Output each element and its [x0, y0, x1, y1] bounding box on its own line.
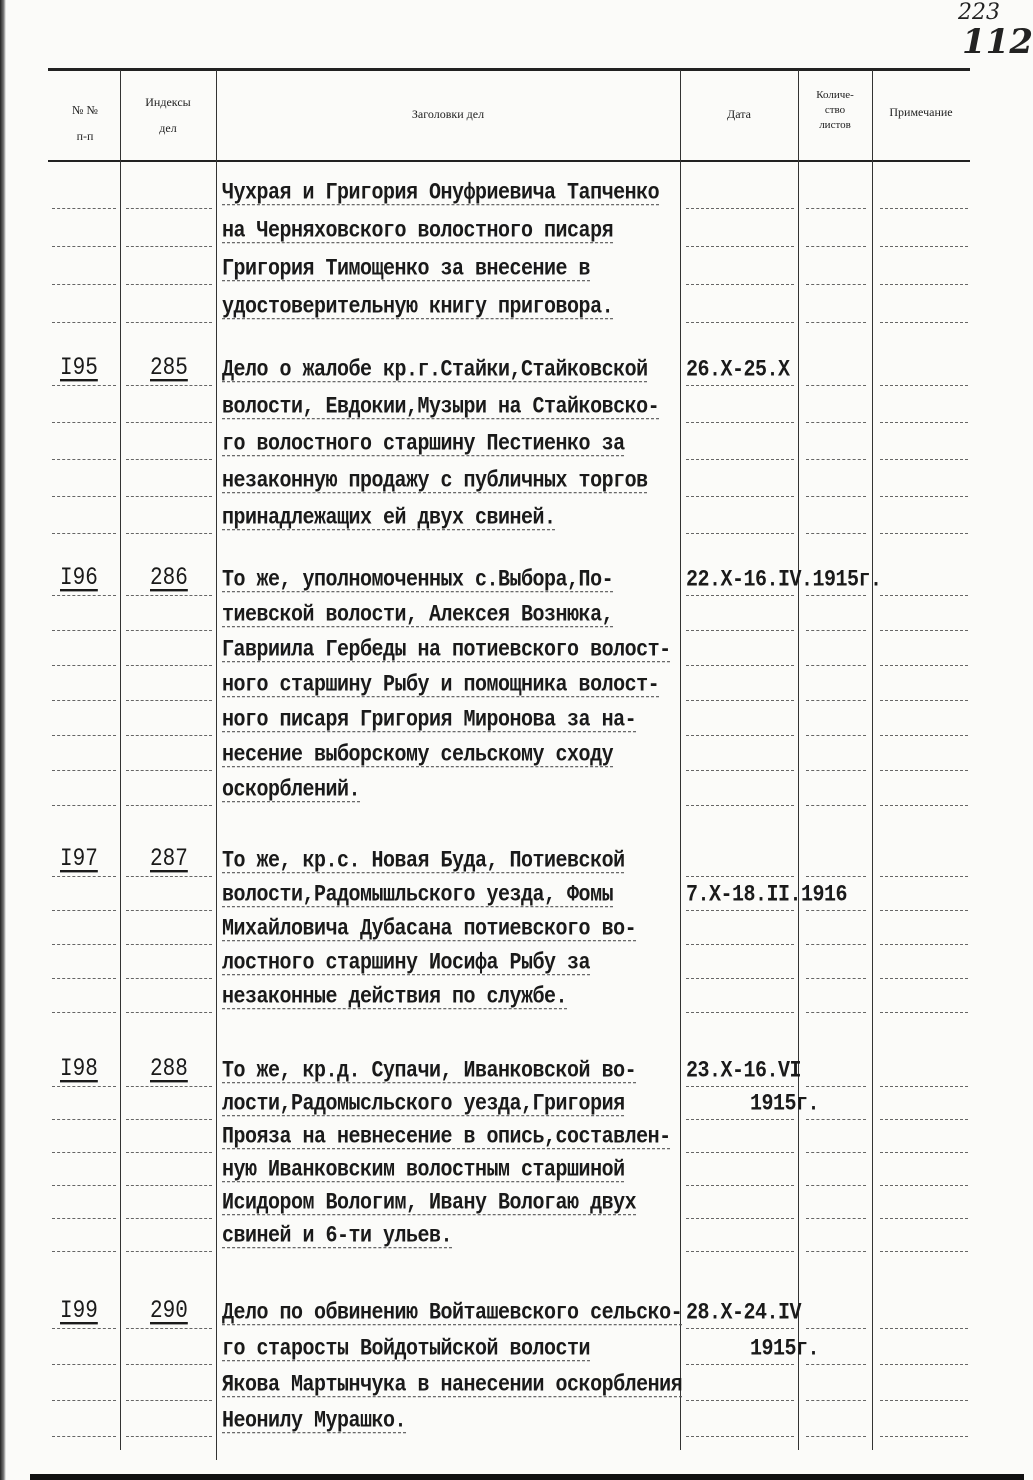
ruled-line	[806, 978, 866, 980]
ruled-line	[880, 496, 968, 498]
ruled-line	[686, 1400, 794, 1402]
case-title-line: незаконную продажу с публичных торгов	[222, 468, 648, 495]
ruled-line	[686, 322, 794, 324]
case-title-line: То же, уполномоченных с.Выбора,По-	[222, 567, 614, 594]
ruled-line	[880, 665, 968, 667]
ruled-line	[52, 208, 116, 210]
ruled-line	[126, 208, 212, 210]
ruled-line	[806, 1251, 866, 1253]
ruled-line	[880, 322, 968, 324]
case-title-line: ного писаря Григория Миронова за на-	[222, 707, 637, 734]
case-date: 7.X-18.II.1916	[686, 882, 848, 909]
case-title-line: То же, кр.д. Супачи, Иванковской во-	[222, 1058, 637, 1085]
ruled-line	[52, 630, 116, 632]
ruled-line	[686, 422, 794, 424]
ruled-line	[686, 1436, 794, 1438]
ruled-line	[806, 700, 866, 702]
header-number-line: № №	[72, 103, 98, 117]
case-title-line: Неонилу Мурашко.	[222, 1408, 407, 1435]
ruled-line	[52, 770, 116, 772]
ruled-line	[52, 1185, 116, 1187]
ruled-line	[126, 910, 212, 912]
ruled-line	[880, 533, 968, 535]
header-sheets-line: листов	[819, 119, 851, 131]
ruled-line	[880, 978, 968, 980]
ruled-line	[880, 735, 968, 737]
case-title-line: незаконные действия по службе.	[222, 984, 568, 1011]
ruled-line	[52, 533, 116, 535]
ruled-line	[880, 1328, 968, 1330]
ruled-line	[806, 805, 866, 807]
ruled-line	[806, 876, 866, 878]
ruled-line	[686, 1328, 794, 1330]
scan-edge-shadow	[0, 0, 6, 1480]
ruled-line	[52, 700, 116, 702]
case-title-line: Чухрая и Григория Онуфриевича Тапченко	[222, 180, 660, 207]
ruled-line	[686, 1251, 794, 1253]
ruled-line	[806, 1152, 866, 1154]
row-number: I97	[60, 846, 98, 874]
case-date: 22.X-16.IV.1915г.	[686, 567, 882, 594]
ruled-line	[126, 1251, 212, 1253]
ruled-line	[52, 665, 116, 667]
case-title-line: Дело о жалобе кр.г.Стайки,Стайковской	[222, 357, 648, 384]
ruled-line	[52, 1086, 116, 1088]
ruled-line	[806, 422, 866, 424]
row-index: 290	[150, 1298, 188, 1326]
ruled-line	[880, 1218, 968, 1220]
ruled-line	[52, 595, 116, 597]
ruled-line	[126, 533, 212, 535]
ruled-line	[126, 735, 212, 737]
ruled-line	[686, 1012, 794, 1014]
row-index: 287	[150, 846, 188, 874]
header-index-line: Индексы	[145, 95, 191, 109]
ruled-line	[52, 805, 116, 807]
ruled-line	[686, 665, 794, 667]
row-number: I95	[60, 355, 98, 383]
ruled-line	[686, 385, 794, 387]
case-title-line: Прояза на невнесение в опись,составлен-	[222, 1124, 671, 1151]
ruled-line	[126, 665, 212, 667]
ruled-line	[880, 1185, 968, 1187]
ruled-line	[52, 1400, 116, 1402]
ruled-line	[126, 284, 212, 286]
ruled-line	[52, 284, 116, 286]
case-title-line: волости, Евдокии,Музыри на Стайковско-	[222, 394, 660, 421]
ruled-line	[126, 1436, 212, 1438]
row-number: I98	[60, 1056, 98, 1084]
case-title-line: лости,Радомысльского уезда,Григория	[222, 1091, 625, 1118]
ruled-line	[126, 422, 212, 424]
header-sheets	[798, 88, 872, 133]
ruled-line	[806, 1364, 866, 1366]
ruled-line	[126, 805, 212, 807]
case-title-line: несение выборскому сельскому сходу	[222, 742, 614, 769]
header-date: Дата	[727, 107, 751, 121]
row-number: I99	[60, 1298, 98, 1326]
ruled-line	[880, 700, 968, 702]
ruled-line	[686, 1119, 794, 1121]
column-divider	[216, 70, 217, 1460]
ruled-line	[52, 876, 116, 878]
ruled-line	[126, 876, 212, 878]
scan-bottom-edge	[30, 1474, 1024, 1480]
ruled-line	[806, 533, 866, 535]
ruled-line	[52, 322, 116, 324]
header-note: Примечание	[889, 105, 953, 119]
archive-number: 223	[958, 0, 1000, 25]
case-title-line: ную Иванковским волостным старшиной	[222, 1157, 625, 1184]
ruled-line	[806, 496, 866, 498]
ruled-line	[806, 1400, 866, 1402]
ruled-line	[52, 1328, 116, 1330]
case-title-line: То же, кр.с. Новая Буда, Потиевской	[222, 848, 625, 875]
ruled-line	[880, 208, 968, 210]
ruled-line	[880, 385, 968, 387]
ruled-line	[686, 496, 794, 498]
ruled-line	[126, 1400, 212, 1402]
ruled-line	[126, 595, 212, 597]
header-number-line: п-п	[76, 129, 94, 143]
row-number: I96	[60, 565, 98, 593]
ruled-line	[126, 246, 212, 248]
ruled-line	[126, 1364, 212, 1366]
case-title-line: го волостного старшину Пестиенко за	[222, 431, 625, 458]
ruled-line	[52, 1436, 116, 1438]
table-top-border	[48, 68, 970, 71]
ruled-line	[686, 1218, 794, 1220]
header-bottom-border	[48, 160, 970, 162]
case-title-line: принадлежащих ей двух свиней.	[222, 505, 556, 532]
column-divider	[120, 70, 121, 1450]
ruled-line	[806, 284, 866, 286]
ruled-line	[52, 1119, 116, 1121]
column-divider	[798, 70, 799, 1450]
ruled-line	[686, 459, 794, 461]
row-index: 285	[150, 355, 188, 383]
ruled-line	[126, 978, 212, 980]
ruled-line	[806, 910, 866, 912]
ruled-line	[806, 1119, 866, 1121]
case-title-line: на Черняховского волостного писаря	[222, 218, 614, 245]
ruled-line	[686, 876, 794, 878]
ruled-line	[686, 978, 794, 980]
ruled-line	[806, 1086, 866, 1088]
ruled-line	[126, 459, 212, 461]
ruled-line	[880, 246, 968, 248]
ruled-line	[880, 459, 968, 461]
ruled-line	[52, 1251, 116, 1253]
ruled-line	[686, 770, 794, 772]
case-title-line: го старосты Войдотыйской волости	[222, 1336, 591, 1363]
ruled-line	[686, 1152, 794, 1154]
case-title-line: волости,Радомышльского уезда, Фомы	[222, 882, 614, 909]
case-date: 1915г.	[750, 1091, 820, 1118]
ruled-line	[806, 1436, 866, 1438]
ruled-line	[880, 876, 968, 878]
ruled-line	[126, 770, 212, 772]
ruled-line	[126, 1152, 212, 1154]
header-title: Заголовки дел	[411, 107, 485, 121]
ruled-line	[686, 595, 794, 597]
column-divider	[872, 70, 873, 1450]
ruled-line	[126, 944, 212, 946]
ruled-line	[880, 1012, 968, 1014]
ruled-line	[806, 1012, 866, 1014]
header-index	[120, 92, 216, 138]
header-index-line: дел	[159, 121, 177, 135]
ruled-line	[52, 944, 116, 946]
ruled-line	[126, 1012, 212, 1014]
ruled-line	[52, 978, 116, 980]
case-title-line: ного старшину Рыбу и помощника волост-	[222, 672, 660, 699]
ruled-line	[52, 1364, 116, 1366]
ruled-line	[52, 1218, 116, 1220]
ruled-line	[880, 910, 968, 912]
case-title-line: Михайловича Дубасана потиевского во-	[222, 916, 637, 943]
ruled-line	[880, 1400, 968, 1402]
ruled-line	[52, 1152, 116, 1154]
ruled-line	[126, 1185, 212, 1187]
ruled-line	[806, 322, 866, 324]
ruled-line	[686, 700, 794, 702]
ruled-line	[126, 1086, 212, 1088]
ruled-line	[52, 422, 116, 424]
ruled-line	[686, 208, 794, 210]
case-title-line: Григория Тимощенко за внесение в	[222, 256, 591, 283]
ruled-line	[686, 944, 794, 946]
case-date: 1915г.	[750, 1336, 820, 1363]
ruled-line	[880, 1436, 968, 1438]
ruled-line	[806, 595, 866, 597]
ruled-line	[880, 1251, 968, 1253]
ruled-line	[686, 284, 794, 286]
ruled-line	[52, 1012, 116, 1014]
case-date: 23.X-16.VI	[686, 1058, 802, 1085]
ruled-line	[686, 246, 794, 248]
ruled-line	[52, 496, 116, 498]
ruled-line	[880, 805, 968, 807]
ruled-line	[880, 944, 968, 946]
ruled-line	[880, 595, 968, 597]
ruled-line	[126, 322, 212, 324]
ruled-line	[880, 284, 968, 286]
ruled-line	[806, 1218, 866, 1220]
case-title-line: Дело по обвинению Войташевского сельско-	[222, 1300, 683, 1327]
ruled-line	[880, 1364, 968, 1366]
case-title-line: Якова Мартынчука в нанесении оскорбления	[222, 1372, 683, 1399]
ruled-line	[806, 1328, 866, 1330]
ruled-line	[880, 1086, 968, 1088]
ruled-line	[52, 246, 116, 248]
ruled-line	[880, 1119, 968, 1121]
ruled-line	[126, 385, 212, 387]
case-title-line: тиевской волости, Алексея Вознюка,	[222, 602, 614, 629]
case-title-line: Гавриила Гербеды на потиевского волост-	[222, 637, 671, 664]
ruled-line	[686, 533, 794, 535]
ruled-line	[126, 1218, 212, 1220]
ruled-line	[806, 208, 866, 210]
sheet-number: 112	[962, 22, 1033, 62]
ruled-line	[686, 1086, 794, 1088]
ruled-line	[686, 1185, 794, 1187]
ruled-line	[806, 944, 866, 946]
ruled-line	[686, 630, 794, 632]
ruled-line	[880, 1152, 968, 1154]
ruled-line	[126, 1119, 212, 1121]
ruled-line	[52, 910, 116, 912]
ruled-line	[686, 735, 794, 737]
ruled-line	[806, 385, 866, 387]
ruled-line	[880, 770, 968, 772]
row-index: 288	[150, 1056, 188, 1084]
ruled-line	[806, 246, 866, 248]
ruled-line	[806, 665, 866, 667]
case-title-line: удостоверительную книгу приговора.	[222, 294, 614, 321]
case-date: 28.X-24.IV	[686, 1300, 802, 1327]
ruled-line	[126, 630, 212, 632]
case-title-line: Исидором Вологим, Ивану Вологаю двух	[222, 1190, 637, 1217]
ruled-line	[806, 459, 866, 461]
header-sheets-line: ство	[824, 104, 846, 116]
ruled-line	[126, 496, 212, 498]
ruled-line	[880, 422, 968, 424]
case-title-line: свиней и 6-ти ульев.	[222, 1223, 453, 1250]
case-title-line: оскорблений.	[222, 777, 361, 804]
column-divider	[680, 70, 681, 1450]
ruled-line	[126, 700, 212, 702]
ruled-line	[686, 805, 794, 807]
ruled-line	[52, 385, 116, 387]
case-title-line: лостного старшину Иосифа Рыбу за	[222, 950, 591, 977]
ruled-line	[686, 910, 794, 912]
ruled-line	[806, 630, 866, 632]
ruled-line	[880, 630, 968, 632]
row-index: 286	[150, 565, 188, 593]
ruled-line	[806, 1185, 866, 1187]
ruled-line	[52, 459, 116, 461]
ruled-line	[806, 735, 866, 737]
header-sheets-line: Количе-	[816, 89, 854, 101]
case-date: 26.X-25.X	[686, 357, 790, 384]
ruled-line	[686, 1364, 794, 1366]
header-number	[50, 100, 120, 146]
ruled-line	[806, 770, 866, 772]
ruled-line	[126, 1328, 212, 1330]
ruled-line	[52, 735, 116, 737]
